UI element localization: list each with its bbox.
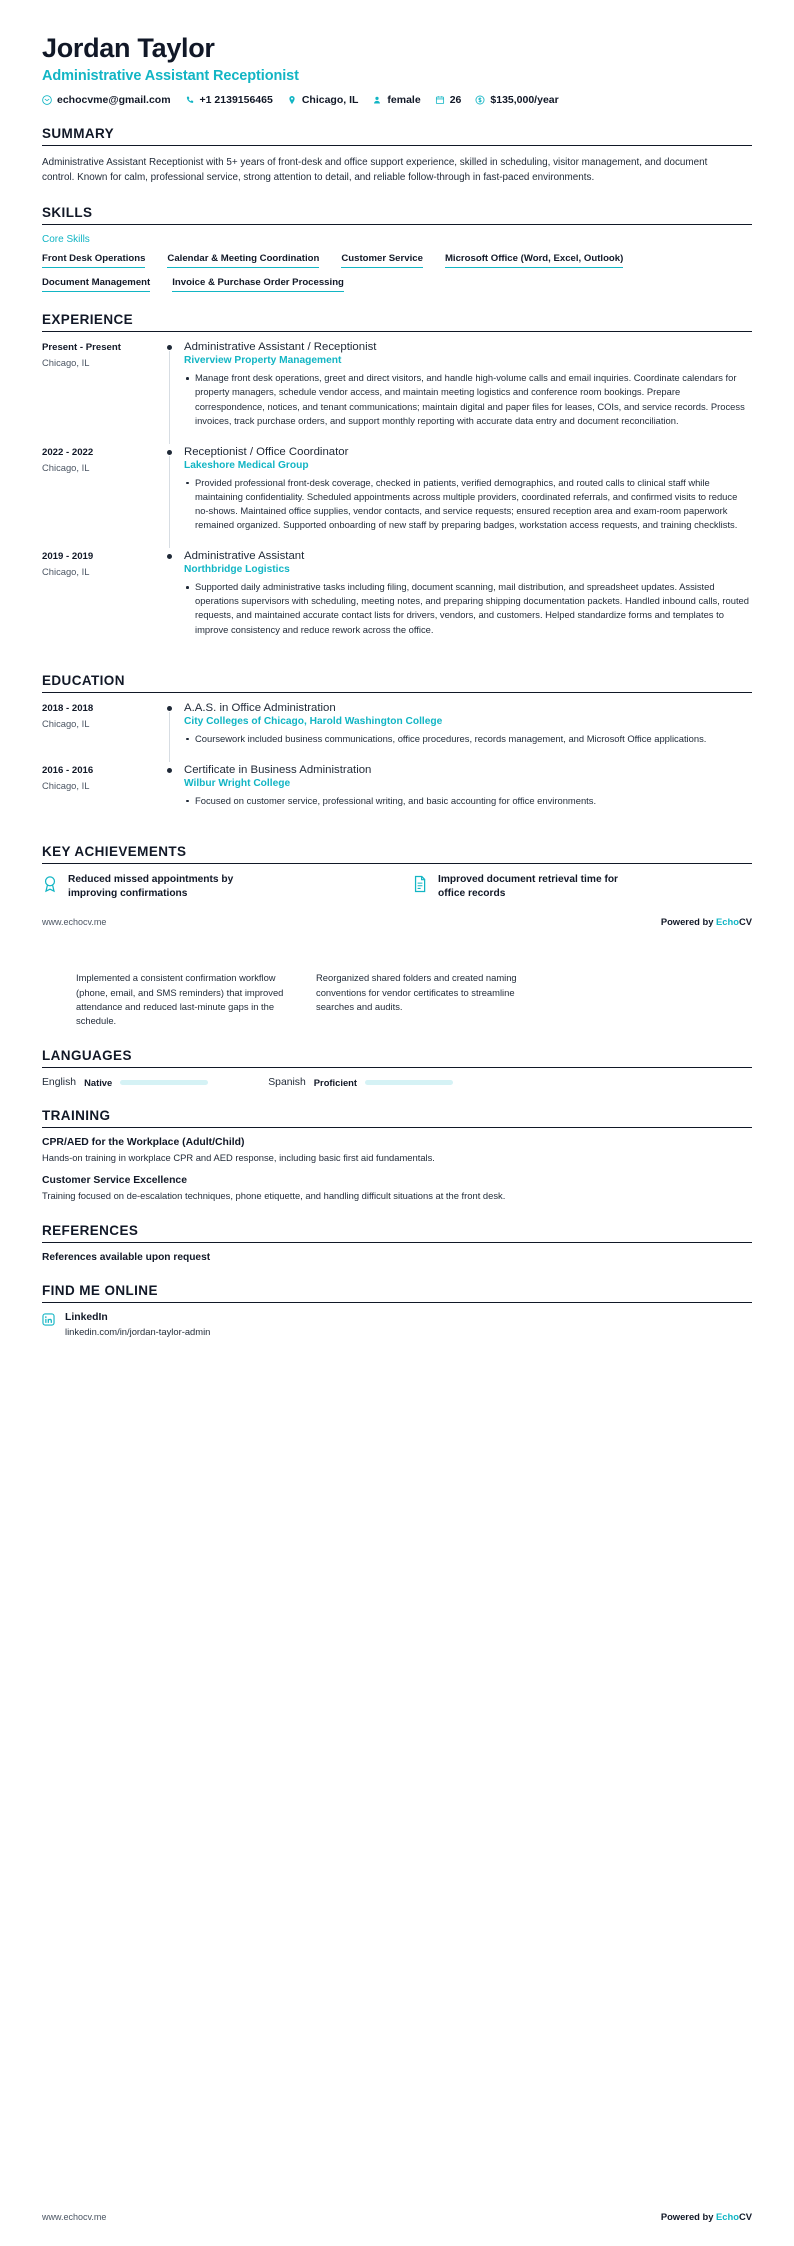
phone-icon [185, 95, 195, 105]
brand-cv: CV [738, 916, 752, 928]
entry-location: Chicago, IL [42, 566, 90, 578]
training-item-description: Hands-on training in workplace CPR and AED response, including basic first aid fundamentals. [42, 1151, 435, 1163]
entry-organization: Lakeshore Medical Group [184, 459, 309, 471]
languages-title: LANGUAGES [42, 1047, 132, 1063]
contact-age-text: 26 [449, 93, 462, 106]
training-item-description: Training focused on de-escalation techniques, phone etiquette, and handling difficult situations at the front desk. [42, 1189, 506, 1201]
salary-icon [475, 95, 485, 105]
entry-organization: Northbridge Logistics [184, 564, 290, 576]
skill-chip: Invoice & Purchase Order Processing [172, 277, 344, 292]
entry-location: Chicago, IL [42, 357, 90, 369]
language-name: Spanish [268, 1076, 306, 1088]
bullet-item: Provided professional front-desk coverage, checked in patients, verified demographics, and routed calls to clinical staff while maintaining confidentiality. Scheduled appointments across multiple providers, coordinated referrals, and confirmed visits to reduce no-shows. Maintained office supplies, vendor contacts, and service requests; ensured reception area and exam-room paperwork remained organized. Supported onboarding of new staff by preparing badges, workstation access requests, and training checklists. [184, 476, 752, 532]
brand-cv: CV [738, 2211, 752, 2222]
divider [42, 1067, 752, 1068]
entry-date: 2019 - 2019 [42, 551, 94, 563]
experience-entry [42, 341, 752, 443]
section-languages [42, 1048, 752, 1088]
divider [42, 1127, 752, 1128]
contact-gender [372, 94, 420, 106]
entry-date: 2018 - 2018 [42, 702, 94, 714]
location-icon [287, 95, 297, 105]
achievement-descriptions [42, 971, 752, 1027]
experience-entry [42, 550, 752, 652]
language-level-bar [365, 1080, 453, 1085]
section-education [42, 673, 752, 824]
entry-date: 2022 - 2022 [42, 446, 94, 458]
language-level: Proficient [313, 1076, 358, 1088]
brand-echo: Echo [716, 2211, 739, 2222]
document-icon [412, 875, 428, 893]
training-title: TRAINING [42, 1107, 111, 1123]
training-item-title: CPR/AED for the Workplace (Adult/Child) [42, 1136, 245, 1148]
entry-bullets [184, 732, 752, 746]
language-list [42, 1077, 752, 1088]
footer-site: www.echocv.me [42, 916, 107, 927]
divider [42, 145, 752, 146]
timeline-marker [162, 764, 182, 824]
contact-location [287, 94, 359, 106]
achievement-title: Improved document retrieval time for office records [438, 873, 619, 899]
linkedin-icon [42, 1313, 55, 1326]
section-experience [42, 312, 752, 652]
entry-role: Administrative Assistant [184, 550, 305, 563]
entry-location: Chicago, IL [42, 461, 90, 473]
section-skills [42, 205, 752, 292]
contact-age [435, 94, 462, 106]
key-achievements-title: KEY ACHIEVEMENTS [42, 843, 187, 859]
section-summary [42, 126, 752, 186]
page-title: Jordan Taylor [42, 33, 215, 63]
skill-chip: Calendar & Meeting Coordination [167, 253, 319, 268]
powered-by [661, 916, 752, 927]
entry-school: Wilbur Wright College [184, 777, 291, 789]
brand-echo: Echo [716, 916, 739, 928]
skill-chip: Microsoft Office (Word, Excel, Outlook) [445, 253, 623, 268]
online-profile-label: LinkedIn [65, 1312, 108, 1324]
entry-degree: A.A.S. in Office Administration [184, 701, 336, 714]
skills-title: SKILLS [42, 205, 93, 221]
references-title: REFERENCES [42, 1223, 139, 1239]
email-icon [42, 95, 52, 105]
online-profile-url[interactable]: linkedin.com/in/jordan-taylor-admin [65, 1326, 211, 1338]
timeline-marker [162, 550, 182, 652]
divider [42, 863, 752, 864]
bullet-item: Coursework included business communications, office procedures, records management, and Microsoft Office applications. [184, 732, 752, 746]
training-item [42, 1175, 752, 1203]
find-me-online-title: FIND ME ONLINE [42, 1283, 158, 1299]
contact-salary-text: $135,000/year [490, 93, 559, 106]
bullet-item: Focused on customer service, professional writing, and basic accounting for office environments. [184, 794, 752, 808]
job-title: Administrative Assistant Receptionist [42, 67, 299, 84]
entry-bullets [184, 794, 752, 808]
experience-title: EXPERIENCE [42, 312, 134, 328]
divider [42, 331, 752, 332]
entry-role: Receptionist / Office Coordinator [184, 445, 349, 458]
entry-location: Chicago, IL [42, 779, 90, 791]
education-entry [42, 764, 752, 824]
page-break-gap [42, 927, 752, 957]
entry-location: Chicago, IL [42, 717, 90, 729]
section-training [42, 1108, 752, 1203]
contact-row [42, 94, 752, 106]
section-find-me-online [42, 1283, 752, 1337]
entry-bullets [184, 580, 752, 636]
skill-chip: Customer Service [341, 253, 423, 268]
entry-bullets [184, 476, 752, 532]
achievement-description: Implemented a consistent confirmation workflow (phone, email, and SMS reminders) that improved attendance and reduced last-minute gaps in the schedule. [76, 972, 284, 1026]
language-level-bar [120, 1080, 208, 1085]
contact-location-text: Chicago, IL [301, 93, 359, 106]
language-name: English [42, 1076, 77, 1088]
achievement-title: Reduced missed appointments by improving confirmations [68, 873, 234, 899]
entry-school: City Colleges of Chicago, Harold Washington College [184, 715, 443, 727]
divider [42, 1242, 752, 1243]
footer-site: www.echocv.me [42, 2211, 107, 2222]
gender-icon [372, 95, 382, 105]
achievement-item [42, 873, 382, 901]
timeline-marker [162, 446, 182, 548]
skill-chip: Front Desk Operations [42, 253, 145, 268]
contact-phone [185, 94, 273, 106]
achievement-description: Reorganized shared folders and created naming conventions for vendor certificates to streamline searches and audits. [316, 972, 517, 1012]
training-item [42, 1137, 752, 1165]
entry-organization: Riverview Property Management [184, 355, 342, 367]
experience-entry [42, 446, 752, 548]
section-key-achievements [42, 844, 752, 901]
divider [42, 1302, 752, 1303]
contact-gender-text: female [387, 93, 421, 106]
skills-group-label: Core Skills [42, 234, 90, 246]
award-icon [42, 875, 58, 893]
contact-email [42, 94, 171, 106]
entry-date: 2016 - 2016 [42, 764, 94, 776]
timeline-marker [162, 702, 182, 762]
skill-chip: Document Management [42, 277, 150, 292]
timeline-marker [162, 341, 182, 443]
bottom-footer [42, 2211, 752, 2222]
education-title: EDUCATION [42, 672, 125, 688]
section-references [42, 1223, 752, 1263]
contact-phone-text: +1 2139156465 [199, 93, 273, 106]
powered-by [661, 2211, 752, 2222]
divider [42, 692, 752, 693]
bullet-item: Manage front desk operations, greet and direct visitors, and handle high-volume calls and email inquiries. Coordinate calendars for property managers, schedule vendor access, and maintain meeting logistics and conference room bookings. Prepare correspondence, notices, and tenant communications; maintain digital and paper files for leases, COIs, and service records. Process invoices, track purchase orders, and support monthly reporting with accurate data entry and document reconciliation. [184, 371, 752, 427]
education-entry [42, 702, 752, 762]
contact-salary [475, 94, 558, 106]
divider [42, 224, 752, 225]
contact-email-text: echocvme@gmail.com [57, 93, 171, 106]
training-item-title: Customer Service Excellence [42, 1174, 187, 1186]
entry-bullets [184, 371, 752, 427]
language-level: Native [84, 1076, 113, 1088]
entry-role: Administrative Assistant / Receptionist [184, 341, 377, 354]
achievement-item [412, 873, 752, 901]
bullet-item: Supported daily administrative tasks including filing, document scanning, mail distribution, and spreadsheet updates. Assisted operations supervisors with scheduling, meeting notes, and preparing shipping documentation packets. Handled inbound calls, routed requests, and maintained accurate contact lists for drivers, vendors, and customers. Helped standardize forms and templates to improve consistency and reduce rework across the office. [184, 580, 752, 636]
powered-prefix: Powered by [660, 916, 717, 928]
powered-prefix: Powered by [660, 2211, 717, 2222]
achievement-list [42, 873, 752, 901]
page-footer [42, 916, 752, 927]
summary-text: Administrative Assistant Receptionist with 5+ years of front-desk and office support experience, skilled in scheduling, visitor management, and document control. Known for calm, professional service, strong attention to detail, and reliable follow-through in fast-paced environments. [42, 156, 708, 184]
online-profile-item[interactable] [42, 1312, 752, 1337]
calendar-icon [435, 95, 445, 105]
resume-header [42, 34, 752, 106]
language-item [268, 1077, 453, 1088]
entry-degree: Certificate in Business Administration [184, 763, 372, 776]
entry-date: Present - Present [42, 342, 121, 354]
skill-chip-list [42, 253, 752, 292]
language-item [42, 1077, 208, 1088]
references-text: References available upon request [42, 1252, 211, 1264]
summary-title: SUMMARY [42, 125, 115, 141]
